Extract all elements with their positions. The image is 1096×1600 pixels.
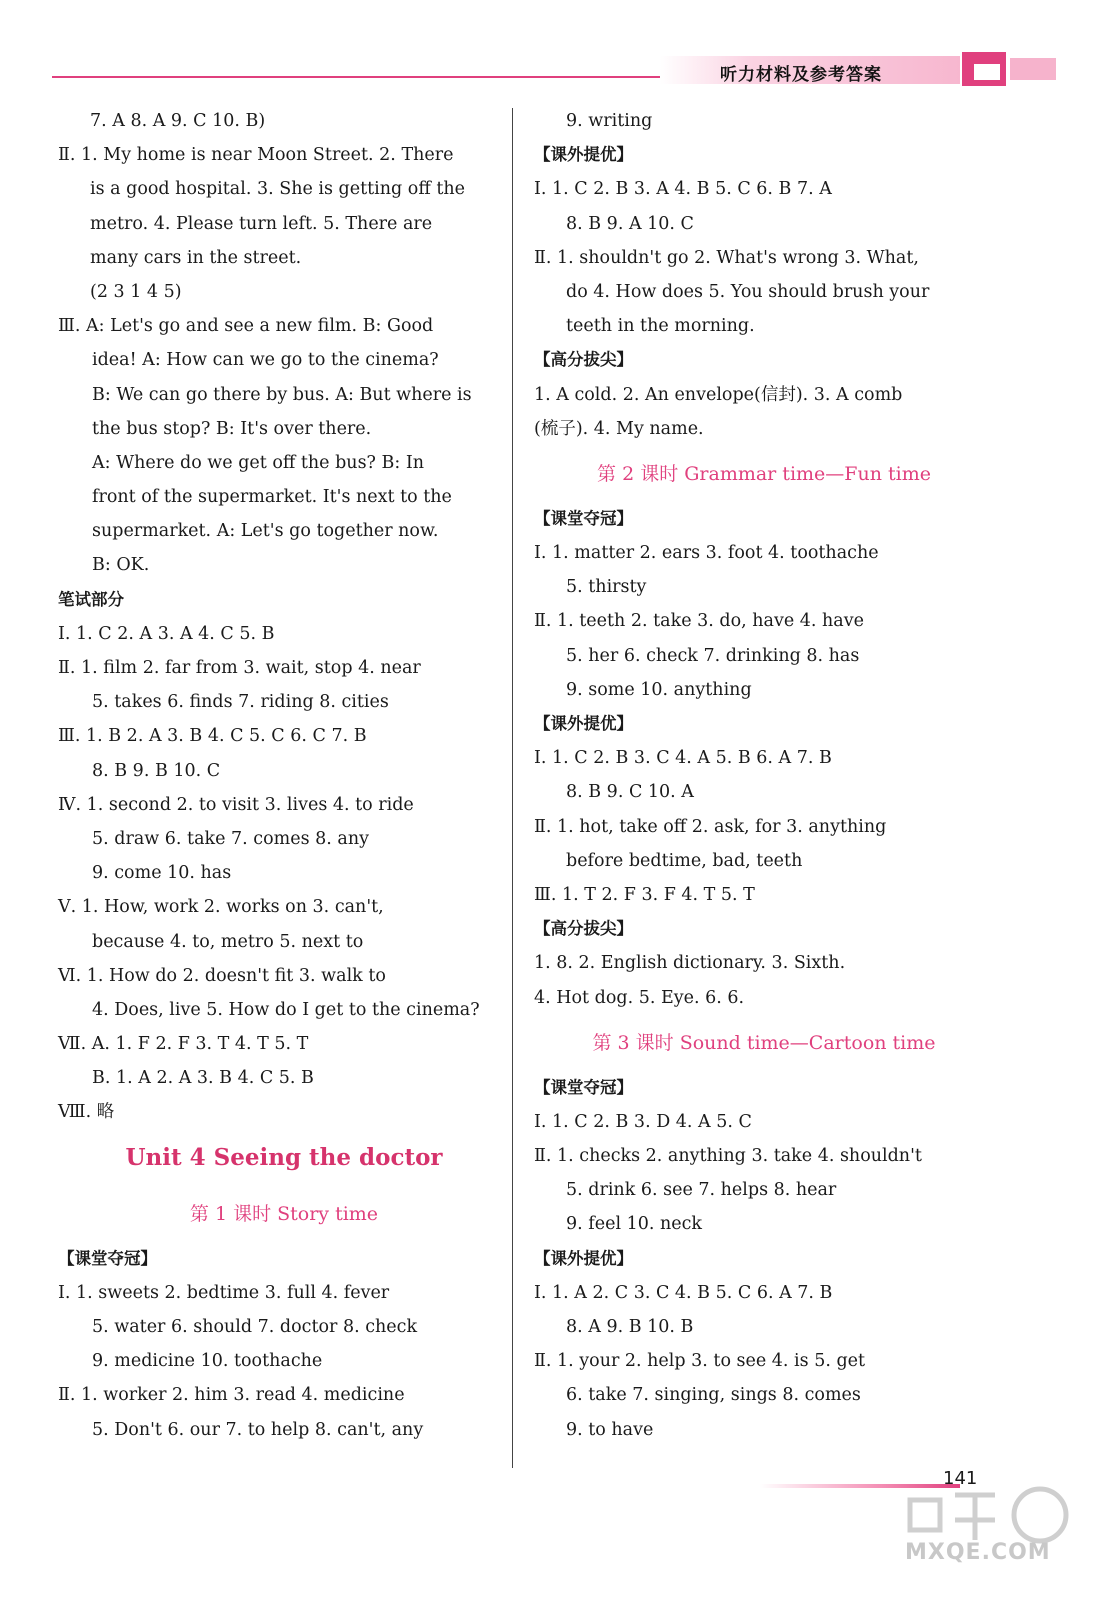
answer-line: idea! A: How can we go to the cinema? [92, 350, 439, 371]
left-column [58, 104, 510, 1447]
answer-line: many cars in the street. [90, 247, 302, 268]
answer-line: B: We can go there by bus. A: But where is [92, 384, 472, 405]
answer-line: Ⅱ. 1. hot, take off 2. ask, for 3. anything [534, 816, 887, 837]
answer-line: Ⅱ. 1. My home is near Moon Street. 2. There [58, 145, 454, 166]
header-rule [52, 76, 660, 78]
answer-line: Ⅲ. 1. B 2. A 3. B 4. C 5. C 6. C 7. B [58, 726, 367, 747]
answer-line: Ⅰ. 1. C 2. A 3. A 4. C 5. B [58, 623, 275, 644]
answer-line: 9. come 10. has [92, 863, 232, 884]
answer-line: Ⅲ. 1. T 2. F 3. F 4. T 5. T [534, 884, 755, 905]
answer-line: Ⅲ. A: Let's go and see a new film. B: Good [58, 316, 434, 337]
answer-line: Ⅱ. 1. your 2. help 3. to see 4. is 5. get [534, 1351, 866, 1372]
answer-line: A: Where do we get off the bus? B: In [92, 452, 425, 473]
lesson-title: 第 2 课时 Grammar time—Fun time [597, 462, 931, 485]
unit-title: Unit 4 Seeing the doctor [125, 1143, 443, 1171]
answer-line: 5. draw 6. take 7. comes 8. any [92, 828, 369, 849]
answer-line: 5. takes 6. finds 7. riding 8. cities [92, 692, 389, 713]
answer-line: 5. her 6. check 7. drinking 8. has [566, 645, 860, 666]
lesson-title: 第 1 课时 Story time [189, 1202, 379, 1225]
answer-line: before bedtime, bad, teeth [566, 850, 803, 871]
answer-line: Ⅴ. 1. How, work 2. works on 3. can't, [58, 897, 384, 918]
section-heading: 【高分拔尖】 [534, 919, 633, 939]
section-heading: 笔试部分 [58, 589, 124, 609]
answer-line: 4. Hot dog. 5. Eye. 6. 6. [534, 987, 745, 1008]
right-column [534, 104, 994, 1447]
answer-line: 9. medicine 10. toothache [92, 1351, 323, 1372]
answer-line: 5. Don't 6. our 7. to help 8. can't, any [92, 1419, 424, 1440]
section-heading: 【课外提优】 [534, 145, 633, 165]
lesson-title: 第 3 课时 Sound time—Cartoon time [592, 1031, 936, 1054]
answer-line: Ⅱ. 1. checks 2. anything 3. take 4. shouldn't [534, 1146, 922, 1167]
answer-line: 8. B 9. C 10. A [566, 782, 694, 803]
section-heading: 【课堂夺冠】 [534, 1077, 633, 1097]
section-heading: 【课堂夺冠】 [58, 1248, 157, 1268]
section-heading: 【课外提优】 [534, 1248, 633, 1268]
answer-line: Ⅰ. 1. C 2. B 3. C 4. A 5. B 6. A 7. B [534, 748, 832, 769]
watermark-text: MXQE.COM [905, 1540, 1051, 1565]
answer-line: front of the supermarket. It's next to the [92, 487, 452, 508]
answer-line: Ⅳ. 1. second 2. to visit 3. lives 4. to ride [58, 794, 414, 815]
section-heading: 【课堂夺冠】 [534, 508, 633, 528]
answer-line: 8. A 9. B 10. B [566, 1317, 694, 1337]
answer-line: 9. some 10. anything [566, 679, 752, 700]
answer-line: Ⅰ. 1. sweets 2. bedtime 3. full 4. fever [58, 1282, 390, 1303]
answer-line: (梳子). 4. My name. [534, 418, 704, 439]
answer-line: 5. water 6. should 7. doctor 8. check [92, 1317, 418, 1337]
answer-line: is a good hospital. 3. She is getting off the [90, 179, 465, 200]
answer-line: 6. take 7. singing, sings 8. comes [566, 1385, 861, 1406]
answer-line: B. 1. A 2. A 3. B 4. C 5. B [92, 1068, 314, 1089]
answer-line: 9. to have [566, 1419, 654, 1440]
watermark-logo-icon [900, 1480, 1080, 1580]
answer-line: Ⅰ. 1. C 2. B 3. D 4. A 5. C [534, 1111, 752, 1132]
answer-line: Ⅵ. 1. How do 2. doesn't fit 3. walk to [58, 965, 386, 986]
answer-line: do 4. How does 5. You should brush your [566, 281, 930, 302]
column-divider [512, 108, 513, 1468]
answer-line: 8. B 9. B 10. C [92, 760, 221, 781]
answer-line: Ⅱ. 1. shouldn't go 2. What's wrong 3. What, [534, 247, 919, 268]
answer-line: 4. Does, live 5. How do I get to the cinema? [92, 999, 480, 1020]
header-tail [1010, 58, 1056, 80]
header-corner-icon [962, 52, 1006, 86]
answer-line: Ⅱ. 1. teeth 2. take 3. do, have 4. have [534, 611, 864, 632]
answer-line: Ⅱ. 1. film 2. far from 3. wait, stop 4. near [58, 658, 421, 678]
answer-line: (2 3 1 4 5) [90, 281, 182, 302]
answer-line: 9. writing [566, 111, 653, 131]
answer-line: Ⅱ. 1. worker 2. him 3. read 4. medicine [58, 1385, 405, 1406]
answer-line: 7. A 8. A 9. C 10. B) [90, 111, 266, 131]
answer-line: teeth in the morning. [566, 316, 755, 337]
answer-line: 8. B 9. A 10. C [566, 213, 694, 234]
page-header-title: 听力材料及参考答案 [720, 65, 882, 85]
answer-line: 5. thirsty [566, 577, 647, 598]
answer-line: supermarket. A: Let's go together now. [92, 521, 439, 542]
answer-line: the bus stop? B: It's over there. [92, 418, 372, 439]
answer-line: 1. 8. 2. English dictionary. 3. Sixth. [534, 953, 846, 974]
answer-line: Ⅰ. 1. C 2. B 3. A 4. B 5. C 6. B 7. A [534, 179, 832, 200]
answer-line: Ⅰ. 1. A 2. C 3. C 4. B 5. C 6. A 7. B [534, 1282, 833, 1303]
answer-line: B: OK. [92, 555, 150, 576]
answer-line: because 4. to, metro 5. next to [92, 931, 364, 952]
page-number: 141 [943, 1468, 978, 1489]
answer-line: 5. drink 6. see 7. helps 8. hear [566, 1180, 837, 1201]
section-heading: 【课外提优】 [534, 714, 633, 733]
section-heading: 【高分拔尖】 [534, 350, 633, 370]
answer-line: Ⅰ. 1. matter 2. ears 3. foot 4. toothache [534, 543, 879, 564]
answer-line: 1. A cold. 2. An envelope(信封). 3. A comb [534, 384, 903, 405]
answer-line: Ⅷ. 略 [58, 1102, 115, 1123]
answer-line: metro. 4. Please turn left. 5. There are [90, 213, 433, 234]
answer-line: Ⅶ. A. 1. F 2. F 3. T 4. T 5. T [58, 1034, 309, 1055]
answer-line: 9. feel 10. neck [566, 1214, 703, 1235]
